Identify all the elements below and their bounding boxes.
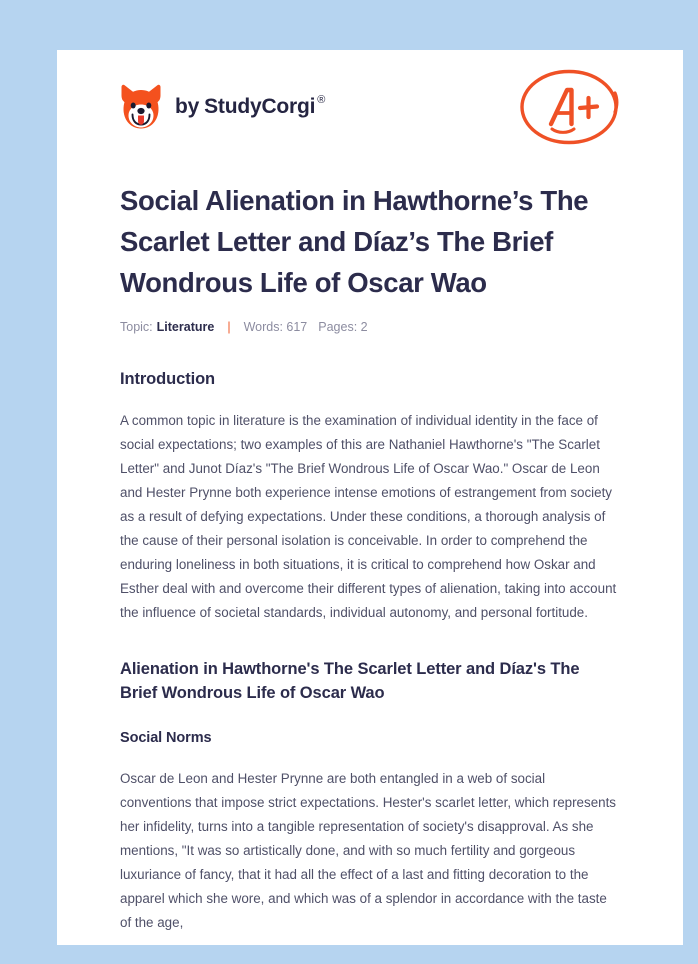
meta-word-count: Words: 617 (243, 320, 308, 334)
a-plus-grade-icon (518, 67, 620, 147)
meta-topic-value[interactable]: Literature (156, 320, 215, 334)
section-heading-social-norms: Social Norms (120, 730, 212, 746)
studycorgi-brand[interactable] (120, 84, 325, 130)
section-heading-introduction: Introduction (120, 370, 216, 388)
brand-wordmark (175, 95, 325, 119)
document-header (120, 50, 620, 150)
meta-page-count: Pages: 2 (318, 320, 368, 334)
section-heading-alienation: Alienation in Hawthorne's The Scarlet Letter and Díaz's The Brief Wondrous Life of Oscar Wao (120, 660, 580, 702)
brand-prefix: by (175, 95, 200, 118)
meta-separator: | (227, 320, 231, 334)
brand-trademark: ® (317, 94, 326, 106)
document-meta (120, 320, 620, 334)
page-title: Social Alienation in Hawthorne’s The Scarlet Letter and Díaz’s The Brief Wondrous Life of Oscar Wao (120, 185, 589, 298)
document-page-sheet (57, 50, 683, 945)
section-paragraph: Oscar de Leon and Hester Prynne are both entangled in a web of social conventions that impose strict expectations. Hester's scarlet letter, which represents her infidelity, turns into a tangible representation of society's disapproval. As she mentions, "It was so artistically done, and with so much fertility and gorgeous luxuriance of fancy, that it had all the effect of a last and fitting decoration to the apparel which she wore, and which was of a splendor in accordance with the taste of the age, (120, 771, 617, 930)
meta-topic-label: Topic: (120, 320, 153, 334)
brand-name: StudyCorgi (204, 95, 316, 118)
section-paragraph: A common topic in literature is the examination of individual identity in the face of social expectations; two examples of this are Nathaniel Hawthorne's "The Scarlet Letter" and Junot Díaz's "The Brief Wondrous Life of Oscar Wao." Oscar de Leon and Hester Prynne both experience intense emotions of estrangement from society as a result of defying expectations. Under these conditions, a thorough analysis of the cause of their personal isolation is conceivable. In order to comprehend the enduring loneliness in both situations, it is critical to comprehend how Oskar and Esther deal with and overcome their different types of alienation, taking into account the influence of societal standards, individual autonomy, and personal fortitude. (120, 413, 617, 620)
corgi-face-icon (120, 84, 162, 130)
